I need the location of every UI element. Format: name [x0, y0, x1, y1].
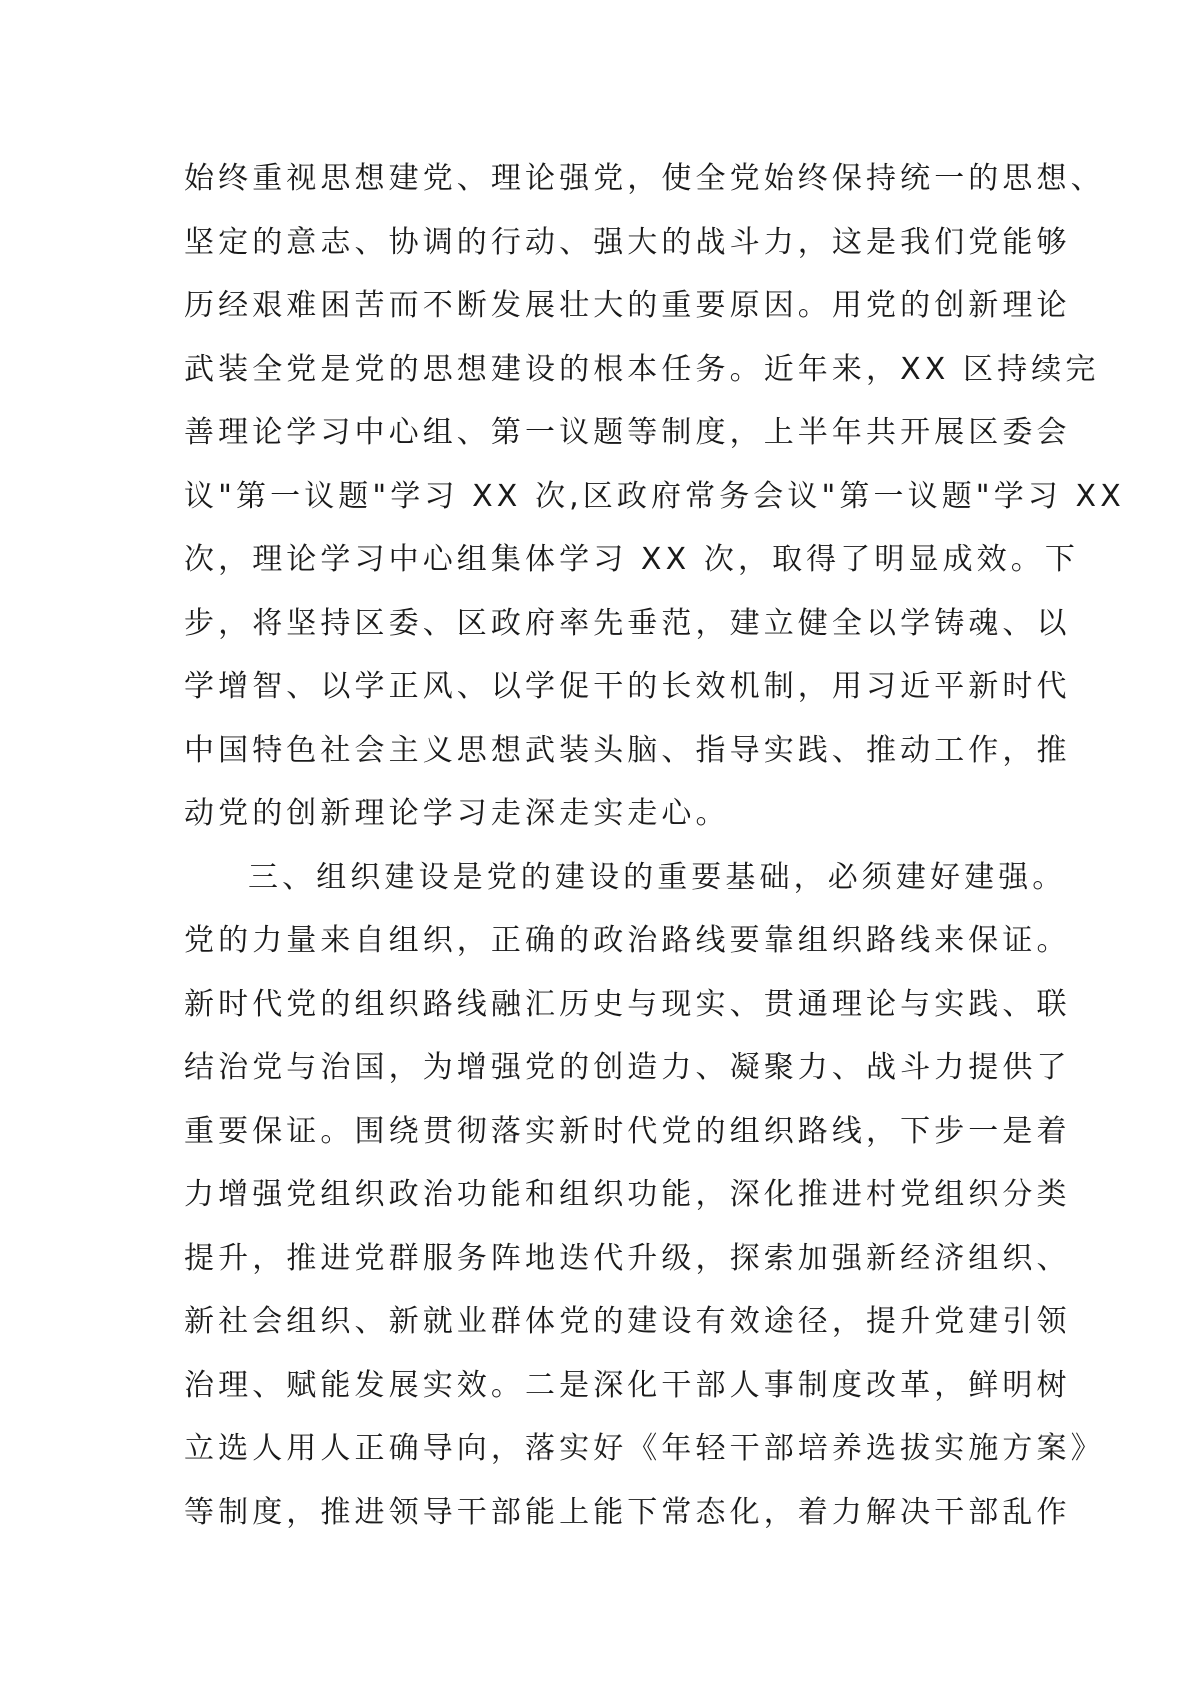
text-line: 中国特色社会主义思想武装头脑、指导实践、推动工作，推 [184, 732, 1071, 768]
text-line: 治理、赋能发展实效。二是深化干部人事制度改革，鲜明树 [184, 1367, 1071, 1403]
text-line: 新时代党的组织路线融汇历史与现实、贯通理论与实践、联 [184, 986, 1071, 1022]
body-text [184, 147, 1125, 1544]
text-line: 结治党与治国，为增强党的创造力、凝聚力、战斗力提供了 [184, 1050, 1071, 1085]
text-line: 次，理论学习中心组集体学习 XX 次，取得了明显成效。下 [184, 542, 1079, 577]
text-line: 党的力量来自组织，正确的政治路线要靠组织路线来保证。 [184, 923, 1071, 958]
text-line: 学增智、以学正风、以学促干的长效机制，用习近平新时代 [184, 669, 1071, 704]
text-line: 议"第一议题"学习 XX 次,区政府常务会议"第一议题"学习 XX [184, 478, 1125, 514]
text-line: 等制度，推进领导干部能上能下常态化，着力解决干部乱作 [184, 1494, 1071, 1530]
text-line: 新社会组织、新就业群体党的建设有效途径，提升党建引领 [184, 1304, 1071, 1339]
text-line: 立选人用人正确导向，落实好《年轻干部培养选拔实施方案》 [184, 1431, 1105, 1466]
text-line: 始终重视思想建党、理论强党，使全党始终保持统一的思想、 [184, 161, 1105, 196]
section-heading-line: 三、组织建设是党的建设的重要基础，必须建好建强。 [248, 859, 1067, 895]
text-line: 力增强党组织政治功能和组织功能，深化推进村党组织分类 [184, 1177, 1071, 1212]
text-line: 武装全党是党的思想建设的根本任务。近年来，XX 区持续完 [184, 351, 1100, 387]
text-line: 历经艰难困苦而不断发展壮大的重要原因。用党的创新理论 [184, 288, 1071, 323]
text-line: 提升，推进党群服务阵地迭代升级，探索加强新经济组织、 [184, 1240, 1071, 1276]
text-line: 重要保证。围绕贯彻落实新时代党的组织路线，下步一是着 [184, 1113, 1071, 1149]
text-line: 步，将坚持区委、区政府率先垂范，建立健全以学铸魂、以 [184, 605, 1071, 641]
paragraph-end-line: 动党的创新理论学习走深走实走心。 [184, 796, 730, 831]
text-line: 坚定的意志、协调的行动、强大的战斗力，这是我们党能够 [184, 224, 1071, 260]
text-line: 善理论学习中心组、第一议题等制度，上半年共开展区委会 [184, 415, 1071, 450]
